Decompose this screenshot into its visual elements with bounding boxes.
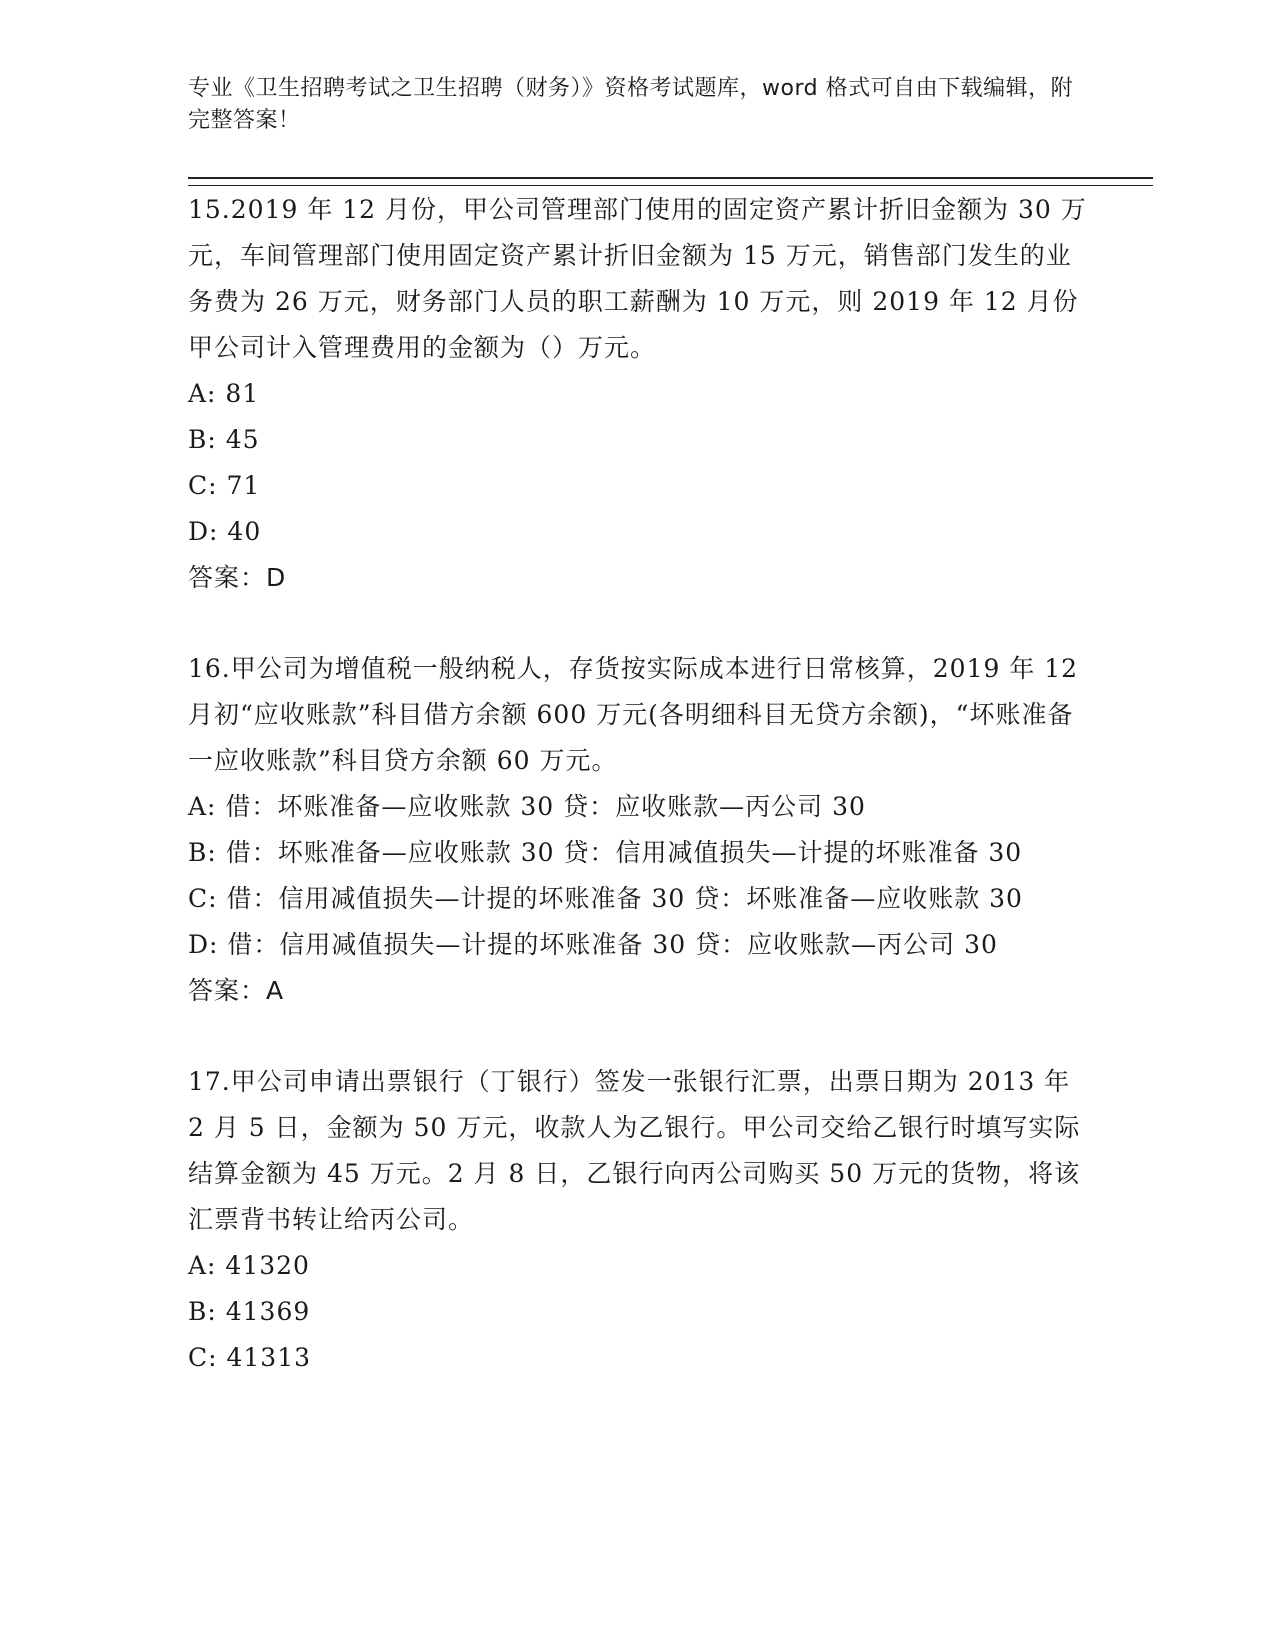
- question-16: [188, 646, 1088, 1014]
- answer-line: 答案：A: [188, 976, 285, 1005]
- document-header: [188, 73, 1088, 137]
- question-stem: 17.甲公司申请出票银行（丁银行）签发一张银行汇票，出票日期为 2013 年 2 月 5 日，金额为 50 万元，收款人为乙银行。甲公司交给乙银行时填写实际结算金额为 45 万元。2 月 8 日，乙银行向丙公司购买 50 万元的货物，将该汇票背书转让给丙公司。: [188, 1067, 1081, 1234]
- option-c: C: 71: [188, 471, 261, 500]
- option-a: A: 41320: [188, 1251, 310, 1280]
- question-stem: 15.2019 年 12 月份，甲公司管理部门使用的固定资产累计折旧金额为 30 万元，车间管理部门使用固定资产累计折旧金额为 15 万元，销售部门发生的业务费为 26 万元，财务部门人员的职工薪酬为 10 万元，则 2019 年 12 月份甲公司计入管理费用的金额为（）万元。: [188, 195, 1087, 362]
- question-15: [188, 187, 1088, 601]
- option-b: B: 41369: [188, 1297, 311, 1326]
- option-a: A: 81: [188, 379, 260, 408]
- option-d: D: 借：信用减值损失—计提的坏账准备 30 贷：应收账款—丙公司 30: [188, 930, 998, 959]
- option-c: C: 41313: [188, 1343, 312, 1372]
- option-a: A: 借：坏账准备—应收账款 30 贷：应收账款—丙公司 30: [188, 792, 866, 821]
- question-stem: 16.甲公司为增值税一般纳税人，存货按实际成本进行日常核算，2019 年 12 月初“应收账款”科目借方余额 600 万元(各明细科目无贷方余额)，“坏账准备一应收账款”科目贷方余额 60 万元。: [188, 654, 1079, 775]
- question-list: [188, 187, 1088, 1426]
- option-b: B: 45: [188, 425, 260, 454]
- header-text: 专业《卫生招聘考试之卫生招聘（财务）》资格考试题库，word 格式可自由下载编辑，附完整答案！: [188, 76, 1074, 133]
- question-17: [188, 1059, 1088, 1381]
- answer-line: 答案：D: [188, 563, 287, 592]
- option-c: C: 借：信用减值损失—计提的坏账准备 30 贷：坏账准备—应收账款 30: [188, 884, 1023, 913]
- option-b: B: 借：坏账准备—应收账款 30 贷：信用减值损失—计提的坏账准备 30: [188, 838, 1023, 867]
- option-d: D: 40: [188, 517, 262, 546]
- header-divider: [188, 177, 1153, 186]
